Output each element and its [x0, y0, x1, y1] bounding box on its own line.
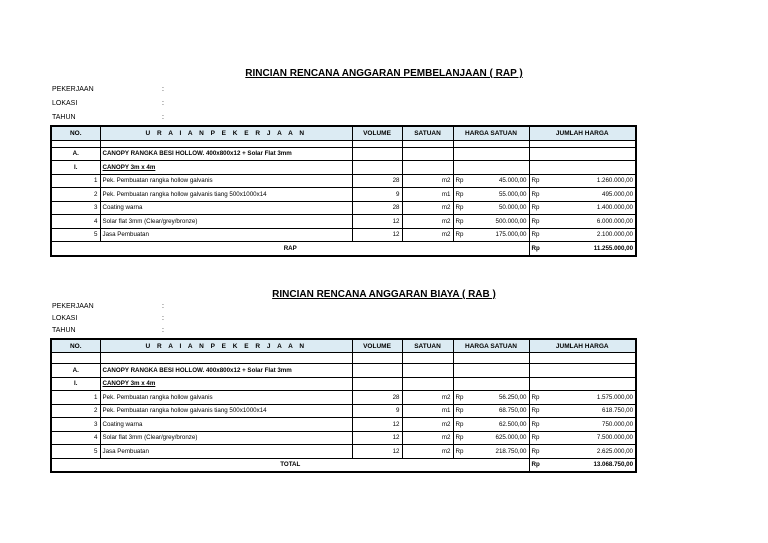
meta-sep: : [162, 315, 164, 322]
table-row [51, 418, 636, 432]
col-satuan: SATUAN [402, 126, 453, 140]
item-volume: 28 [352, 391, 402, 405]
item-desc: Jasa Pembuatan [100, 228, 352, 242]
section-code: A. [51, 147, 100, 161]
item-unit: m2 [402, 201, 453, 215]
item-currency: Rp [453, 215, 467, 229]
table-header-row [51, 339, 636, 353]
item-total: 750.000,00 [543, 418, 636, 432]
item-currency: Rp [453, 404, 467, 418]
col-satuan: SATUAN [402, 339, 453, 353]
col-harga-satuan: HARGA SATUAN [453, 126, 529, 140]
rab-meta [52, 300, 164, 336]
item-price: 218.750,00 [467, 445, 529, 459]
total-currency: Rp [529, 242, 543, 256]
col-jumlah-harga: JUMLAH HARGA [529, 126, 636, 140]
item-currency: Rp [529, 174, 543, 188]
rab-table [50, 338, 637, 473]
item-currency: Rp [529, 431, 543, 445]
meta-label: LOKASI [52, 315, 78, 322]
item-currency: Rp [453, 201, 467, 215]
section-row [51, 147, 636, 161]
item-desc: Pek. Pembuatan rangka hollow galvanis [100, 391, 352, 405]
item-total: 495.000,00 [543, 188, 636, 202]
item-currency: Rp [529, 228, 543, 242]
total-value: 11.255.000,00 [543, 242, 636, 256]
col-volume: VOLUME [352, 126, 402, 140]
total-row [51, 458, 636, 472]
item-unit: m2 [402, 174, 453, 188]
item-currency: Rp [453, 445, 467, 459]
item-no: 2 [51, 188, 100, 202]
total-currency: Rp [529, 458, 543, 472]
rab-title: RINCIAN RENCANA ANGGARAN BIAYA ( RAB ) [272, 289, 496, 300]
item-volume: 12 [352, 445, 402, 459]
item-volume: 9 [352, 404, 402, 418]
item-desc: Solar flat 3mm (Clear/grey/bronze) [100, 215, 352, 229]
item-currency: Rp [453, 174, 467, 188]
item-price: 68.750,00 [467, 404, 529, 418]
meta-sep: : [162, 86, 164, 93]
item-no: 1 [51, 391, 100, 405]
table-row [51, 188, 636, 202]
item-price: 56.250,00 [467, 391, 529, 405]
item-currency: Rp [453, 431, 467, 445]
item-volume: 28 [352, 174, 402, 188]
spacer-row [51, 140, 636, 147]
item-volume: 12 [352, 431, 402, 445]
total-row [51, 242, 636, 256]
subsection-title: CANOPY 3m x 4m [100, 377, 352, 391]
item-unit: m1 [402, 404, 453, 418]
item-total: 618.750,00 [543, 404, 636, 418]
col-uraian: U R A I A N P E K E R J A A N [100, 126, 352, 140]
item-price: 55.000,00 [467, 188, 529, 202]
item-volume: 12 [352, 215, 402, 229]
item-currency: Rp [529, 445, 543, 459]
item-price: 175.000,00 [467, 228, 529, 242]
table-row [51, 201, 636, 215]
item-unit: m2 [402, 418, 453, 432]
col-volume: VOLUME [352, 339, 402, 353]
table-row [51, 215, 636, 229]
item-unit: m2 [402, 215, 453, 229]
item-currency: Rp [453, 228, 467, 242]
item-no: 4 [51, 431, 100, 445]
table-row [51, 174, 636, 188]
item-total: 2.100.000,00 [543, 228, 636, 242]
col-harga-satuan: HARGA SATUAN [453, 339, 529, 353]
item-volume: 9 [352, 188, 402, 202]
item-unit: m2 [402, 431, 453, 445]
item-desc: Coating warna [100, 418, 352, 432]
spacer-row [51, 353, 636, 364]
meta-sep: : [162, 303, 164, 310]
item-price: 45.000,00 [467, 174, 529, 188]
item-total: 1.400.000,00 [543, 201, 636, 215]
table-row [51, 228, 636, 242]
section-title: CANOPY RANGKA BESI HOLLOW. 400x800x12 + Solar Flat 3mm [100, 147, 352, 161]
total-label: RAP [51, 242, 529, 256]
item-desc: Coating warna [100, 201, 352, 215]
item-desc: Pek. Pembuatan rangka hollow galvanis [100, 174, 352, 188]
item-currency: Rp [529, 391, 543, 405]
col-no: NO. [51, 339, 100, 353]
rap-meta [52, 83, 164, 125]
meta-sep: : [162, 100, 164, 107]
item-currency: Rp [529, 201, 543, 215]
item-currency: Rp [529, 188, 543, 202]
subsection-row [51, 377, 636, 391]
total-label: TOTAL [51, 458, 529, 472]
section-row [51, 364, 636, 378]
item-unit: m2 [402, 445, 453, 459]
item-desc: Solar flat 3mm (Clear/grey/bronze) [100, 431, 352, 445]
table-row [51, 445, 636, 459]
item-no: 1 [51, 174, 100, 188]
item-total: 1.260.000,00 [543, 174, 636, 188]
item-total: 7.500.000,00 [543, 431, 636, 445]
item-desc: Jasa Pembuatan [100, 445, 352, 459]
table-row [51, 404, 636, 418]
table-header-row [51, 126, 636, 140]
item-volume: 28 [352, 201, 402, 215]
item-currency: Rp [453, 418, 467, 432]
meta-label: LOKASI [52, 100, 78, 107]
item-no: 5 [51, 445, 100, 459]
item-price: 62.500,00 [467, 418, 529, 432]
meta-label: PEKERJAAN [52, 86, 94, 93]
item-currency: Rp [529, 215, 543, 229]
subsection-code: I. [51, 377, 100, 391]
table-row [51, 391, 636, 405]
table-row [51, 431, 636, 445]
item-price: 500.000,00 [467, 215, 529, 229]
item-no: 3 [51, 201, 100, 215]
col-no: NO. [51, 126, 100, 140]
item-no: 5 [51, 228, 100, 242]
item-total: 1.575.000,00 [543, 391, 636, 405]
item-total: 2.625.000,00 [543, 445, 636, 459]
item-volume: 12 [352, 418, 402, 432]
item-volume: 12 [352, 228, 402, 242]
section-code: A. [51, 364, 100, 378]
item-unit: m1 [402, 188, 453, 202]
meta-label: TAHUN [52, 114, 76, 121]
rap-table [50, 125, 637, 257]
item-currency: Rp [529, 404, 543, 418]
subsection-row [51, 161, 636, 175]
meta-sep: : [162, 114, 164, 121]
item-desc: Pek. Pembuatan rangka hollow galvanis tiang 500x1000x14 [100, 188, 352, 202]
section-title: CANOPY RANGKA BESI HOLLOW. 400x800x12 + Solar Flat 3mm [100, 364, 352, 378]
item-unit: m2 [402, 391, 453, 405]
col-uraian: U R A I A N P E K E R J A A N [100, 339, 352, 353]
item-price: 625.000,00 [467, 431, 529, 445]
item-currency: Rp [529, 418, 543, 432]
col-jumlah-harga: JUMLAH HARGA [529, 339, 636, 353]
item-price: 50.000,00 [467, 201, 529, 215]
item-no: 2 [51, 404, 100, 418]
meta-label: PEKERJAAN [52, 303, 94, 310]
item-total: 6.000.000,00 [543, 215, 636, 229]
item-currency: Rp [453, 391, 467, 405]
rap-title: RINCIAN RENCANA ANGGARAN PEMBELANJAAN ( RAP ) [245, 68, 523, 79]
meta-label: TAHUN [52, 327, 76, 334]
item-unit: m2 [402, 228, 453, 242]
item-no: 4 [51, 215, 100, 229]
item-no: 3 [51, 418, 100, 432]
total-value: 13.068.750,00 [543, 458, 636, 472]
subsection-title: CANOPY 3m x 4m [100, 161, 352, 175]
item-currency: Rp [453, 188, 467, 202]
meta-sep: : [162, 327, 164, 334]
item-desc: Pek. Pembuatan rangka hollow galvanis tiang 500x1000x14 [100, 404, 352, 418]
subsection-code: I. [51, 161, 100, 175]
